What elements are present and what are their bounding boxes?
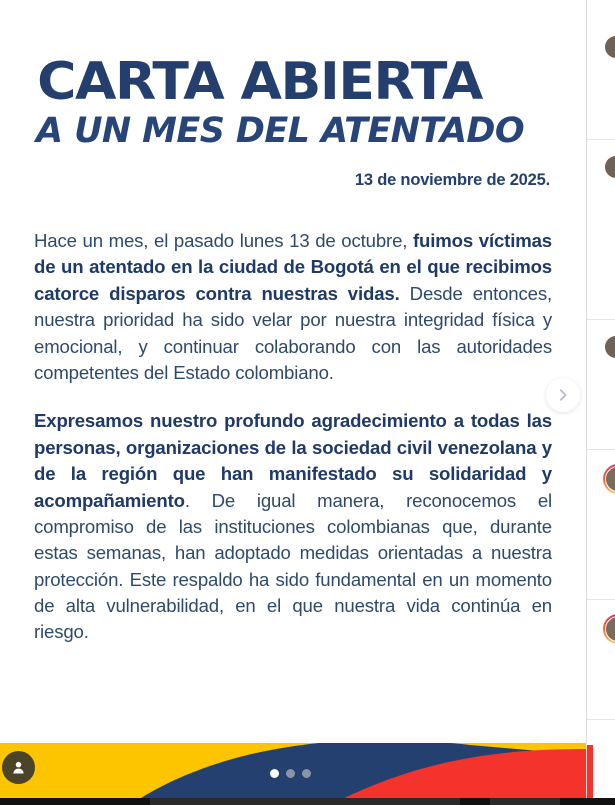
- chevron-right-icon: [555, 387, 571, 403]
- letter-header: [0, 0, 586, 190]
- person-icon: [10, 759, 27, 776]
- avatar-image: [605, 466, 615, 492]
- chrome-segment: [150, 798, 460, 805]
- avatar[interactable]: [603, 34, 615, 60]
- chrome-segment: [490, 798, 560, 805]
- next-slide-button[interactable]: [546, 378, 580, 412]
- letter-paragraph: [34, 408, 552, 646]
- page-subtitle: A UN MES DEL ATENTADO: [36, 111, 525, 151]
- letter-date: 13 de noviembre de 2025.: [354, 171, 550, 189]
- letter-paragraph: [34, 228, 552, 386]
- avatar-image: [605, 156, 615, 178]
- rail-post-card[interactable]: [587, 600, 615, 720]
- avatar-image: [605, 336, 615, 358]
- emphasis-text: fuimos víctimas de un atentado en la ciudad de Bogotá en el que recibimos catorce disparos contra nuestras vidas.: [34, 230, 552, 304]
- page-title: CARTA ABIERTA: [37, 52, 482, 112]
- profile-badge[interactable]: [2, 751, 35, 784]
- avatar-image: [605, 36, 615, 58]
- avatar[interactable]: [603, 334, 615, 360]
- slide-dot-active[interactable]: [270, 769, 279, 778]
- rail-flag-strip: [587, 745, 593, 798]
- rail-post-card[interactable]: [587, 450, 615, 600]
- body-text: Desde entonces, nuestra prioridad ha sido velar por nuestra integridad física y emocional, y continuar colaborando con las autoridades competentes del Estado colombiano.: [34, 282, 552, 383]
- letter-body: [0, 228, 586, 646]
- avatar-image: [605, 616, 615, 642]
- rail-post-card[interactable]: [587, 140, 615, 320]
- rail-post-card[interactable]: [587, 20, 615, 140]
- bottom-chrome-bar: [0, 798, 615, 805]
- emphasis-text: Expresamos nuestro profundo agradecimiento a todas las personas, organizaciones de la sociedad civil venezolana y de la región que han manifestado su solidaridad y acompañamiento: [34, 410, 552, 511]
- slide-pagination-dots[interactable]: [270, 769, 311, 778]
- adjacent-post-rail[interactable]: [586, 0, 615, 805]
- story-ring-avatar[interactable]: [603, 614, 615, 644]
- slide-dot[interactable]: [286, 769, 295, 778]
- slide-dot[interactable]: [302, 769, 311, 778]
- avatar[interactable]: [603, 154, 615, 180]
- rail-post-card[interactable]: [587, 320, 615, 450]
- story-ring-avatar[interactable]: [603, 464, 615, 494]
- body-text: Hace un mes, el pasado lunes 13 de octubre,: [34, 230, 414, 251]
- body-text: . De igual manera, reconocemos el compromiso de las instituciones colombianas que, durante estas semanas, han adoptado medidas orientadas a nuestra protección. Este respaldo ha sido fundamental en un momento de alta vulnerabilidad, en el que nuestra vida continúa en riesgo.: [34, 489, 552, 643]
